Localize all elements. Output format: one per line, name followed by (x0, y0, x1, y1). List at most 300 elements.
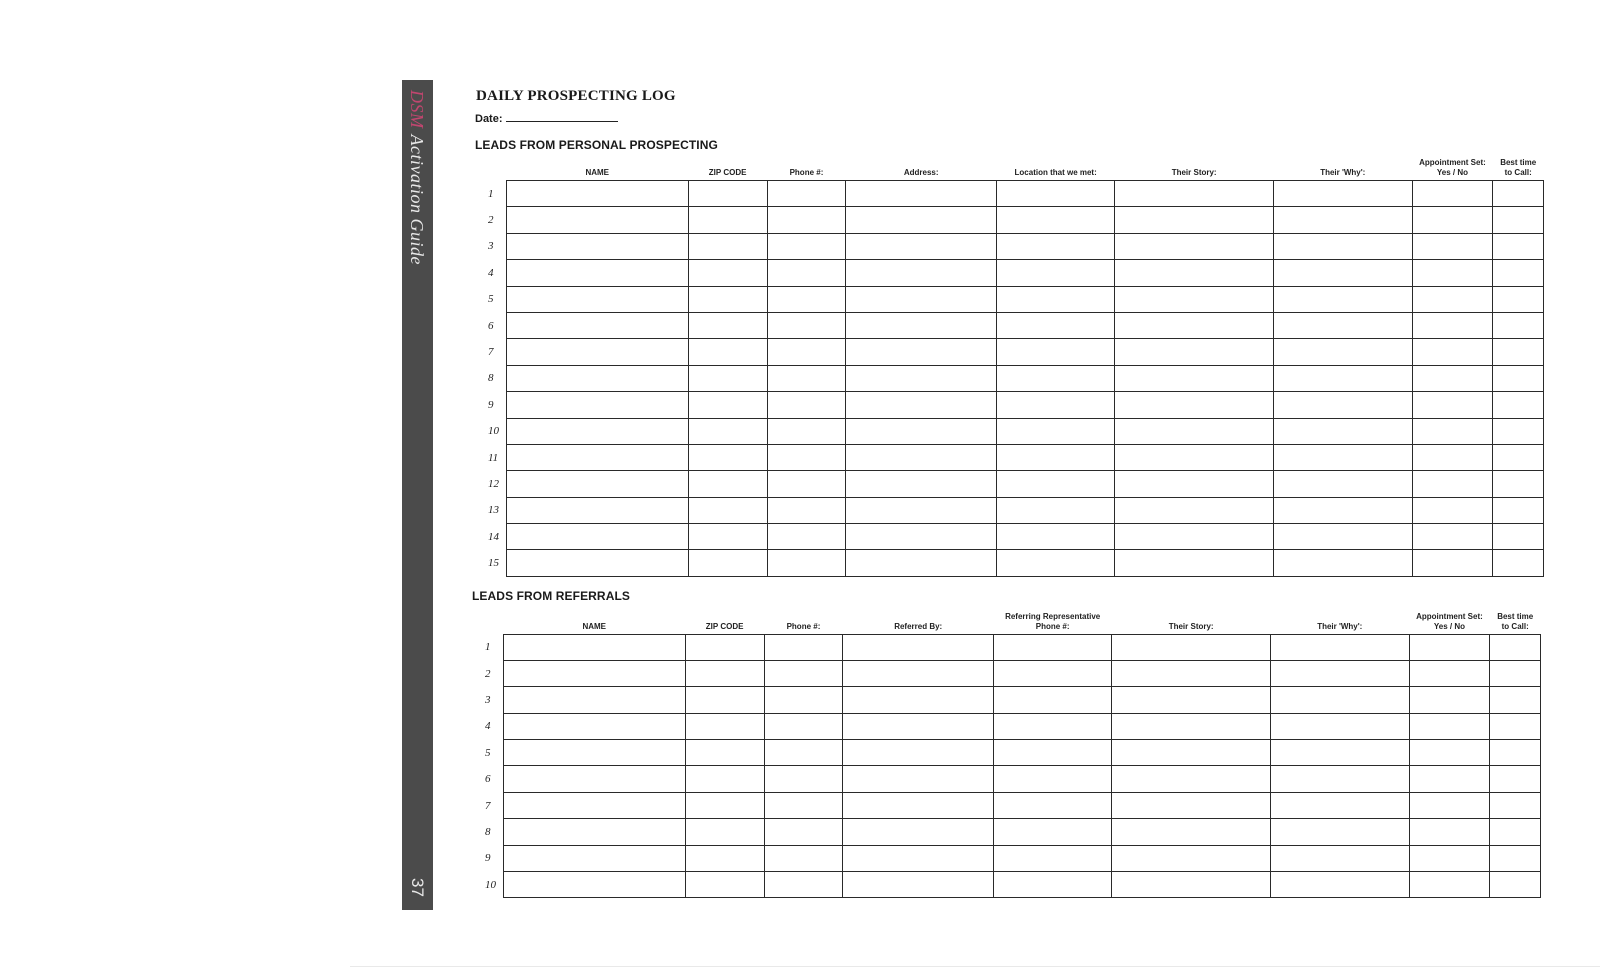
entry-cell[interactable] (1490, 819, 1541, 845)
entry-cell[interactable] (1409, 740, 1490, 766)
row-number: 10 (488, 425, 499, 438)
entry-cell[interactable] (997, 524, 1115, 550)
entry-cell[interactable] (997, 339, 1115, 365)
column-header: ZIP CODE (705, 621, 744, 631)
entry-cell[interactable] (503, 845, 685, 871)
entry-cell[interactable] (503, 819, 685, 845)
entry-cell[interactable] (846, 260, 997, 286)
entry-cell[interactable] (1115, 312, 1274, 338)
entry-cell[interactable] (1115, 260, 1274, 286)
entry-cell[interactable] (1271, 792, 1410, 818)
side-band-brand: DSM (407, 90, 427, 129)
entry-cell[interactable] (764, 687, 843, 713)
entry-cell[interactable] (997, 286, 1115, 312)
entry-cell[interactable] (506, 471, 688, 497)
personal-prospecting-table (484, 158, 1544, 577)
entry-cell[interactable] (1493, 286, 1544, 312)
entry-cell[interactable] (503, 766, 685, 792)
entry-cell[interactable] (1412, 339, 1493, 365)
entry-cell[interactable] (767, 444, 846, 470)
row-number: 4 (485, 720, 491, 733)
entry-cell[interactable] (767, 471, 846, 497)
table-row (481, 872, 1541, 898)
entry-cell[interactable] (506, 181, 688, 207)
entry-cell[interactable] (846, 286, 997, 312)
side-band-guide-name: Activation Guide (407, 134, 427, 265)
entry-cell[interactable] (1490, 713, 1541, 739)
entry-cell[interactable] (1274, 550, 1413, 576)
row-number: 2 (488, 214, 494, 227)
entry-cell[interactable] (767, 524, 846, 550)
entry-cell[interactable] (1493, 471, 1544, 497)
row-number: 1 (488, 187, 494, 200)
entry-cell[interactable] (1274, 418, 1413, 444)
entry-cell[interactable] (503, 660, 685, 686)
entry-cell[interactable] (1112, 872, 1271, 898)
entry-cell[interactable] (1493, 207, 1544, 233)
row-number: 8 (488, 372, 494, 385)
entry-cell[interactable] (994, 740, 1112, 766)
entry-cell[interactable] (685, 687, 764, 713)
entry-cell[interactable] (1274, 312, 1413, 338)
row-number: 6 (488, 319, 494, 332)
entry-cell[interactable] (1493, 550, 1544, 576)
entry-cell[interactable] (764, 872, 843, 898)
entry-cell[interactable] (994, 766, 1112, 792)
entry-cell[interactable] (846, 207, 997, 233)
entry-cell[interactable] (685, 713, 764, 739)
entry-cell[interactable] (685, 792, 764, 818)
entry-cell[interactable] (846, 233, 997, 259)
entry-cell[interactable] (846, 312, 997, 338)
entry-cell[interactable] (764, 634, 843, 660)
entry-cell[interactable] (506, 365, 688, 391)
entry-cell[interactable] (767, 312, 846, 338)
row-number: 9 (488, 398, 494, 411)
entry-cell[interactable] (688, 365, 767, 391)
date-blank-line (506, 112, 618, 122)
entry-cell[interactable] (843, 713, 994, 739)
entry-cell[interactable] (1274, 207, 1413, 233)
entry-cell[interactable] (1115, 365, 1274, 391)
entry-cell[interactable] (997, 392, 1115, 418)
entry-cell[interactable] (997, 233, 1115, 259)
entry-cell[interactable] (1274, 365, 1413, 391)
entry-cell[interactable] (1490, 872, 1541, 898)
table-row (484, 444, 1544, 470)
table-row (484, 312, 1544, 338)
entry-cell[interactable] (846, 550, 997, 576)
entry-cell[interactable] (1412, 233, 1493, 259)
table-row (484, 181, 1544, 207)
entry-cell[interactable] (1412, 471, 1493, 497)
entry-cell[interactable] (1274, 260, 1413, 286)
entry-cell[interactable] (1115, 471, 1274, 497)
row-number: 8 (485, 825, 491, 838)
entry-cell[interactable] (506, 497, 688, 523)
entry-cell[interactable] (846, 497, 997, 523)
entry-cell[interactable] (846, 181, 997, 207)
entry-cell[interactable] (1271, 766, 1410, 792)
row-number: 4 (488, 266, 494, 279)
entry-cell[interactable] (994, 634, 1112, 660)
entry-cell[interactable] (846, 418, 997, 444)
entry-cell[interactable] (1115, 181, 1274, 207)
entry-cell[interactable] (1493, 260, 1544, 286)
table-row (481, 660, 1541, 686)
entry-cell[interactable] (997, 260, 1115, 286)
entry-cell[interactable] (1412, 286, 1493, 312)
entry-cell[interactable] (685, 819, 764, 845)
entry-cell[interactable] (1271, 634, 1410, 660)
entry-cell[interactable] (1409, 872, 1490, 898)
entry-cell[interactable] (767, 497, 846, 523)
entry-cell[interactable] (1490, 634, 1541, 660)
entry-cell[interactable] (1412, 181, 1493, 207)
entry-cell[interactable] (1412, 444, 1493, 470)
column-header: Appointment Set: Yes / No (1416, 611, 1483, 631)
column-header: Best time to Call: (1497, 611, 1534, 631)
row-number: 10 (485, 878, 496, 891)
entry-cell[interactable] (503, 872, 685, 898)
entry-cell[interactable] (767, 207, 846, 233)
entry-cell[interactable] (503, 740, 685, 766)
entry-cell[interactable] (685, 845, 764, 871)
entry-cell[interactable] (688, 207, 767, 233)
entry-cell[interactable] (688, 444, 767, 470)
column-header: Their 'Why': (1317, 621, 1363, 631)
table-row (484, 497, 1544, 523)
entry-cell[interactable] (688, 392, 767, 418)
row-number: 1 (485, 641, 491, 654)
entry-cell[interactable] (764, 845, 843, 871)
column-header: Best time to Call: (1500, 158, 1537, 177)
table-row (484, 550, 1544, 576)
row-number-header (484, 158, 506, 181)
entry-cell[interactable] (1412, 550, 1493, 576)
table-row (484, 365, 1544, 391)
column-header: Phone #: (789, 168, 824, 177)
entry-cell[interactable] (688, 339, 767, 365)
entry-cell[interactable] (688, 286, 767, 312)
date-label: Date: (475, 113, 503, 125)
entry-cell[interactable] (994, 872, 1112, 898)
entry-cell[interactable] (1412, 312, 1493, 338)
entry-cell[interactable] (1112, 845, 1271, 871)
entry-cell[interactable] (1493, 418, 1544, 444)
table-row (484, 339, 1544, 365)
entry-cell[interactable] (1409, 634, 1490, 660)
table-row (481, 687, 1541, 713)
entry-cell[interactable] (1490, 687, 1541, 713)
entry-cell[interactable] (1490, 740, 1541, 766)
entry-cell[interactable] (767, 233, 846, 259)
entry-cell[interactable] (843, 845, 994, 871)
entry-cell[interactable] (503, 713, 685, 739)
table-row (481, 766, 1541, 792)
entry-cell[interactable] (843, 819, 994, 845)
row-number: 15 (488, 557, 499, 570)
row-number: 6 (485, 773, 491, 786)
entry-cell[interactable] (764, 713, 843, 739)
entry-cell[interactable] (1274, 524, 1413, 550)
entry-cell[interactable] (688, 260, 767, 286)
row-number: 11 (488, 451, 499, 464)
entry-cell[interactable] (1271, 713, 1410, 739)
table-row (481, 740, 1541, 766)
row-number: 7 (488, 346, 494, 359)
entry-cell[interactable] (846, 392, 997, 418)
entry-cell[interactable] (1490, 660, 1541, 686)
entry-cell[interactable] (764, 819, 843, 845)
entry-cell[interactable] (994, 660, 1112, 686)
entry-cell[interactable] (997, 365, 1115, 391)
personal-prospecting-heading: LEADS FROM PERSONAL PROSPECTING (475, 138, 718, 152)
entry-cell[interactable] (1409, 687, 1490, 713)
entry-cell[interactable] (846, 471, 997, 497)
entry-cell[interactable] (994, 845, 1112, 871)
entry-cell[interactable] (1412, 207, 1493, 233)
entry-cell[interactable] (685, 872, 764, 898)
entry-cell[interactable] (1115, 524, 1274, 550)
entry-cell[interactable] (1493, 233, 1544, 259)
entry-cell[interactable] (1115, 207, 1274, 233)
entry-cell[interactable] (506, 286, 688, 312)
entry-cell[interactable] (506, 524, 688, 550)
column-header: NAME (582, 621, 606, 631)
entry-cell[interactable] (688, 233, 767, 259)
entry-cell[interactable] (764, 766, 843, 792)
row-number-header (481, 604, 503, 634)
entry-cell[interactable] (1271, 872, 1410, 898)
entry-cell[interactable] (506, 550, 688, 576)
entry-cell[interactable] (1112, 819, 1271, 845)
entry-cell[interactable] (764, 660, 843, 686)
entry-cell[interactable] (685, 634, 764, 660)
table-row (484, 392, 1544, 418)
entry-cell[interactable] (1274, 471, 1413, 497)
entry-cell[interactable] (1115, 550, 1274, 576)
entry-cell[interactable] (1409, 792, 1490, 818)
entry-cell[interactable] (506, 339, 688, 365)
entry-cell[interactable] (1112, 766, 1271, 792)
entry-cell[interactable] (688, 181, 767, 207)
entry-cell[interactable] (1409, 713, 1490, 739)
entry-cell[interactable] (1493, 524, 1544, 550)
entry-cell[interactable] (764, 740, 843, 766)
column-header: Their Story: (1171, 168, 1217, 177)
entry-cell[interactable] (767, 550, 846, 576)
referrals-heading: LEADS FROM REFERRALS (472, 589, 630, 603)
entry-cell[interactable] (997, 550, 1115, 576)
entry-cell[interactable] (997, 444, 1115, 470)
entry-cell[interactable] (1412, 497, 1493, 523)
page-edge-divider (350, 966, 1600, 967)
entry-cell[interactable] (1412, 524, 1493, 550)
entry-cell[interactable] (1409, 845, 1490, 871)
entry-cell[interactable] (503, 792, 685, 818)
column-header: Their 'Why': (1320, 168, 1366, 177)
entry-cell[interactable] (994, 792, 1112, 818)
entry-cell[interactable] (767, 286, 846, 312)
row-number: 5 (485, 746, 491, 759)
entry-cell[interactable] (685, 740, 764, 766)
entry-cell[interactable] (1409, 660, 1490, 686)
entry-cell[interactable] (846, 524, 997, 550)
entry-cell[interactable] (1271, 845, 1410, 871)
entry-cell[interactable] (997, 181, 1115, 207)
entry-cell[interactable] (994, 713, 1112, 739)
entry-cell[interactable] (1274, 497, 1413, 523)
column-header: Appointment Set: Yes / No (1419, 158, 1486, 177)
entry-cell[interactable] (1115, 339, 1274, 365)
entry-cell[interactable] (506, 233, 688, 259)
column-header: ZIP CODE (708, 168, 747, 177)
entry-cell[interactable] (1412, 392, 1493, 418)
entry-cell[interactable] (767, 181, 846, 207)
referrals-table (481, 604, 1541, 898)
table-row (484, 207, 1544, 233)
entry-cell[interactable] (1115, 286, 1274, 312)
entry-cell[interactable] (843, 634, 994, 660)
entry-cell[interactable] (688, 312, 767, 338)
column-header: Phone #: (786, 621, 821, 631)
column-header: Referring Representative Phone #: (1005, 611, 1101, 631)
entry-cell[interactable] (1115, 233, 1274, 259)
entry-cell[interactable] (843, 766, 994, 792)
entry-cell[interactable] (767, 339, 846, 365)
entry-cell[interactable] (997, 471, 1115, 497)
entry-cell[interactable] (1412, 365, 1493, 391)
entry-cell[interactable] (503, 634, 685, 660)
table-row (481, 634, 1541, 660)
entry-cell[interactable] (1112, 687, 1271, 713)
entry-cell[interactable] (1112, 634, 1271, 660)
entry-cell[interactable] (1115, 418, 1274, 444)
entry-cell[interactable] (1274, 339, 1413, 365)
entry-cell[interactable] (846, 339, 997, 365)
column-header: Their Story: (1168, 621, 1214, 631)
entry-cell[interactable] (1112, 792, 1271, 818)
entry-cell[interactable] (1409, 819, 1490, 845)
entry-cell[interactable] (1493, 444, 1544, 470)
entry-cell[interactable] (997, 418, 1115, 444)
entry-cell[interactable] (1493, 181, 1544, 207)
column-header: Referred By: (894, 621, 943, 631)
entry-cell[interactable] (767, 392, 846, 418)
entry-cell[interactable] (767, 260, 846, 286)
entry-cell[interactable] (1112, 660, 1271, 686)
entry-cell[interactable] (1409, 766, 1490, 792)
column-header: NAME (585, 168, 609, 177)
entry-cell[interactable] (846, 444, 997, 470)
entry-cell[interactable] (1274, 444, 1413, 470)
entry-cell[interactable] (843, 740, 994, 766)
date-field (475, 112, 618, 125)
entry-cell[interactable] (688, 550, 767, 576)
table-row (481, 819, 1541, 845)
row-number: 3 (485, 693, 491, 706)
entry-cell[interactable] (843, 792, 994, 818)
entry-cell[interactable] (506, 207, 688, 233)
entry-cell[interactable] (685, 660, 764, 686)
row-number: 9 (485, 852, 491, 865)
entry-cell[interactable] (997, 497, 1115, 523)
document-title: DAILY PROSPECTING LOG (476, 88, 676, 104)
entry-cell[interactable] (767, 418, 846, 444)
entry-cell[interactable] (1274, 286, 1413, 312)
entry-cell[interactable] (1274, 233, 1413, 259)
entry-cell[interactable] (1115, 392, 1274, 418)
entry-cell[interactable] (997, 312, 1115, 338)
entry-cell[interactable] (1112, 740, 1271, 766)
entry-cell[interactable] (767, 365, 846, 391)
entry-cell[interactable] (764, 792, 843, 818)
entry-cell[interactable] (688, 471, 767, 497)
row-number: 3 (488, 240, 494, 253)
entry-cell[interactable] (1493, 339, 1544, 365)
entry-cell[interactable] (994, 687, 1112, 713)
entry-cell[interactable] (1490, 845, 1541, 871)
entry-cell[interactable] (1412, 260, 1493, 286)
entry-cell[interactable] (1271, 660, 1410, 686)
row-number: 13 (488, 504, 499, 517)
entry-cell[interactable] (688, 524, 767, 550)
entry-cell[interactable] (688, 418, 767, 444)
entry-cell[interactable] (1274, 181, 1413, 207)
entry-cell[interactable] (1490, 766, 1541, 792)
column-header: Location that we met: (1014, 168, 1097, 177)
row-number: 14 (488, 530, 499, 543)
entry-cell[interactable] (997, 207, 1115, 233)
entry-cell[interactable] (1271, 740, 1410, 766)
entry-cell[interactable] (843, 687, 994, 713)
entry-cell[interactable] (1490, 792, 1541, 818)
entry-cell[interactable] (1112, 713, 1271, 739)
entry-cell[interactable] (506, 260, 688, 286)
entry-cell[interactable] (1493, 497, 1544, 523)
entry-cell[interactable] (685, 766, 764, 792)
table-row (484, 524, 1544, 550)
entry-cell[interactable] (1115, 497, 1274, 523)
entry-cell[interactable] (1271, 819, 1410, 845)
entry-cell[interactable] (1412, 418, 1493, 444)
table-row (484, 418, 1544, 444)
entry-cell[interactable] (503, 687, 685, 713)
entry-cell[interactable] (1493, 312, 1544, 338)
entry-cell[interactable] (1274, 392, 1413, 418)
column-header: Address: (903, 168, 939, 177)
entry-cell[interactable] (1115, 444, 1274, 470)
entry-cell[interactable] (506, 392, 688, 418)
table-row (481, 792, 1541, 818)
row-number: 7 (485, 799, 491, 812)
entry-cell[interactable] (506, 444, 688, 470)
table-row (484, 471, 1544, 497)
page-number: 37 (408, 878, 427, 897)
entry-cell[interactable] (506, 312, 688, 338)
entry-cell[interactable] (994, 819, 1112, 845)
entry-cell[interactable] (506, 418, 688, 444)
entry-cell[interactable] (688, 497, 767, 523)
row-number: 12 (488, 477, 499, 490)
entry-cell[interactable] (846, 365, 997, 391)
entry-cell[interactable] (843, 660, 994, 686)
entry-cell[interactable] (1493, 365, 1544, 391)
entry-cell[interactable] (843, 872, 994, 898)
entry-cell[interactable] (1271, 687, 1410, 713)
entry-cell[interactable] (1493, 392, 1544, 418)
